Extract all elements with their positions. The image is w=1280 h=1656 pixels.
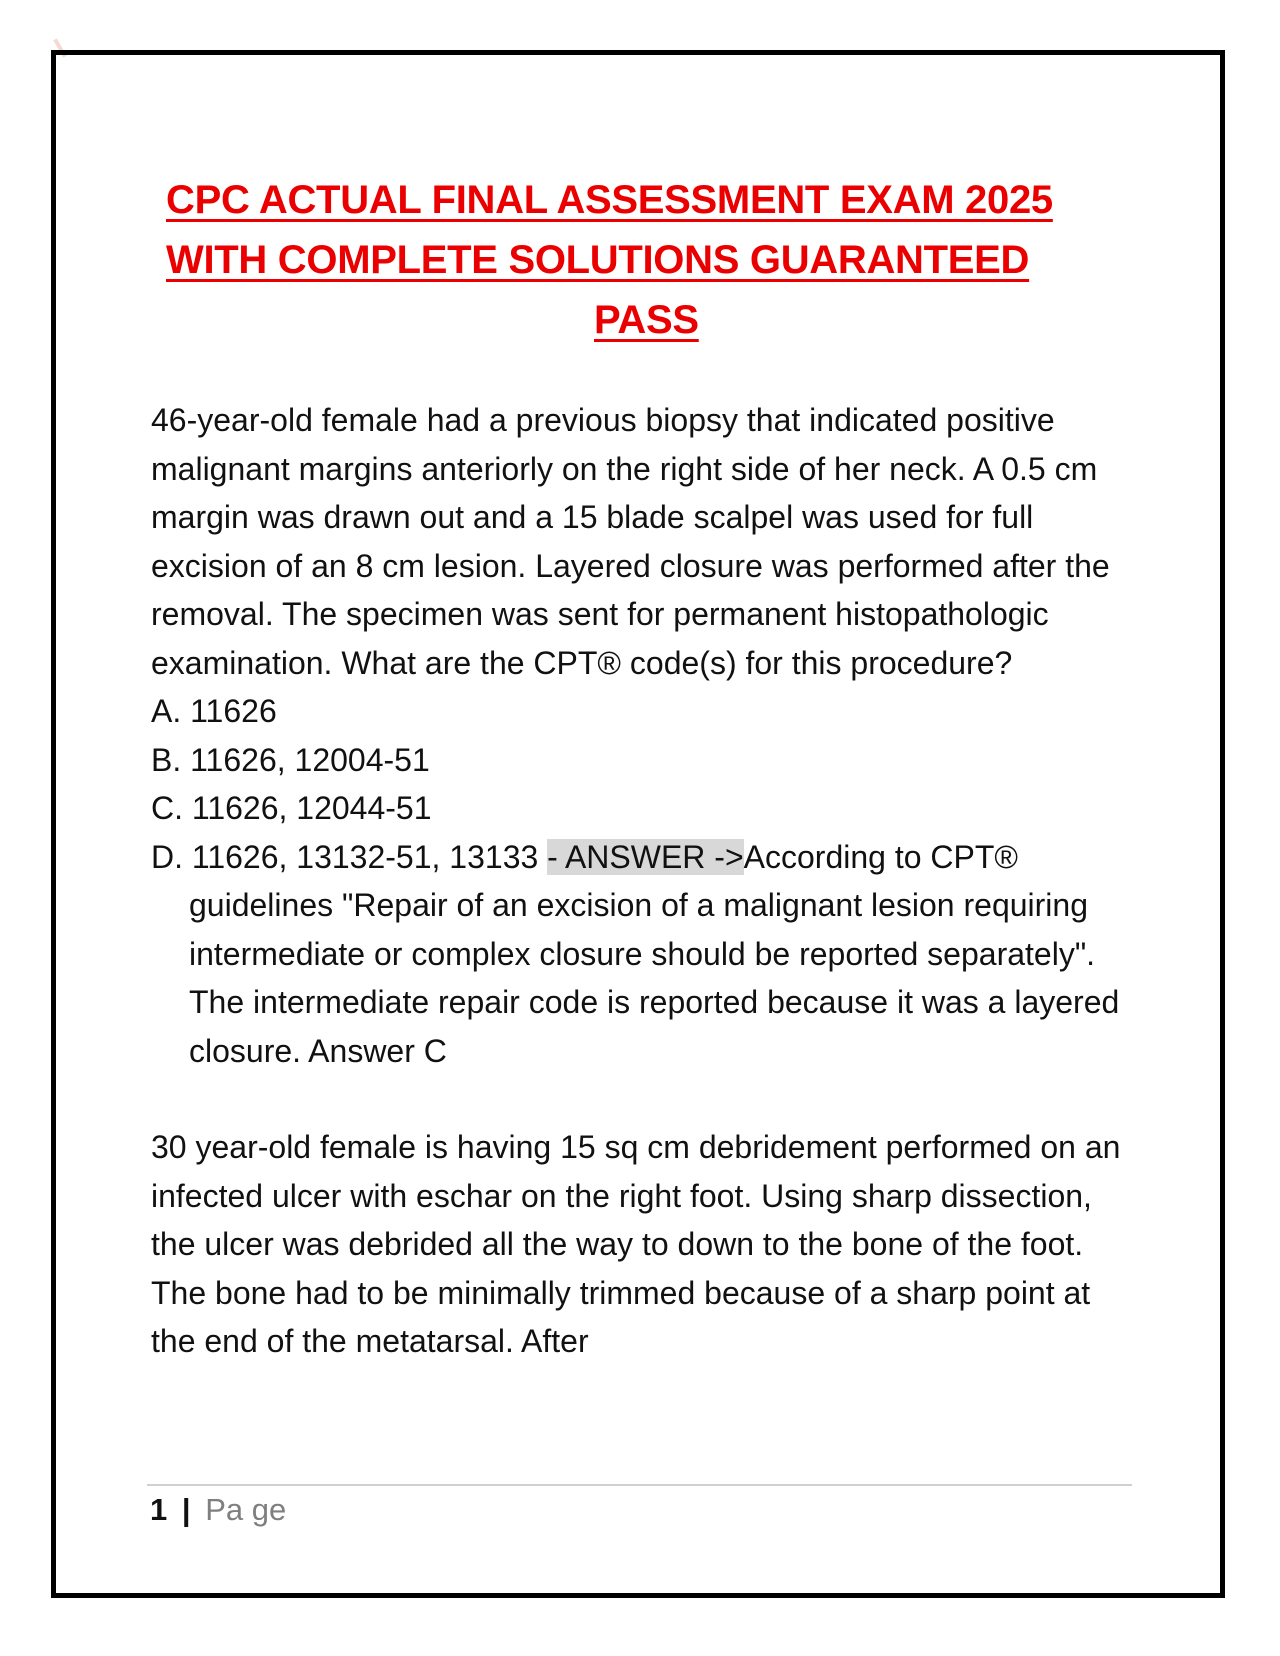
question-1-options	[151, 687, 1141, 1075]
option-c: C. 11626, 12044-51	[151, 790, 432, 826]
title-line-3: PASS	[594, 298, 699, 342]
page-number: 1	[150, 1492, 168, 1527]
question-1-text: 46-year-old female had a previous biopsy that indicated positive malignant margins anteriorly on the right side of her neck. A 0.5 cm margin was drawn out and a 15 blade scalpel was used for full excision of an 8 cm lesion. Layered closure was performed after the removal. The specimen was sent for permanent histopathologic examination. What are the CPT® code(s) for this procedure?	[151, 402, 1110, 681]
title-line-1: CPC ACTUAL FINAL ASSESSMENT EXAM 2025	[166, 178, 1053, 222]
page-separator: |	[181, 1492, 191, 1527]
option-d-label: D. 11626, 13132-51, 13133	[151, 838, 548, 875]
document-body	[151, 396, 1141, 1366]
option-d	[151, 833, 1141, 1076]
document-title	[166, 170, 1066, 350]
page-footer	[150, 1490, 286, 1530]
footer-rule	[147, 1484, 1132, 1486]
page-label: Pa ge	[205, 1492, 287, 1527]
answer-marker: - ANSWER ->	[547, 838, 744, 875]
answer-explanation: According to CPT® guidelines "Repair of an excision of a malignant lesion requiring intermediate or complex closure should be reported separately". The intermediate repair code is reported because it was a layered closure. Answer C	[189, 838, 1120, 1069]
section-gap	[151, 1075, 1141, 1123]
title-line-2: WITH COMPLETE SOLUTIONS GUARANTEED	[166, 238, 1030, 282]
option-a: A. 11626	[151, 693, 277, 729]
question-2-text: 30 year-old female is having 15 sq cm debridement performed on an infected ulcer with eschar on the right foot. Using sharp dissection, the ulcer was debrided all the way to down to the bone of the foot. The bone had to be minimally trimmed because of a sharp point at the end of the metatarsal. After	[151, 1129, 1121, 1359]
option-b: B. 11626, 12004-51	[151, 741, 430, 778]
